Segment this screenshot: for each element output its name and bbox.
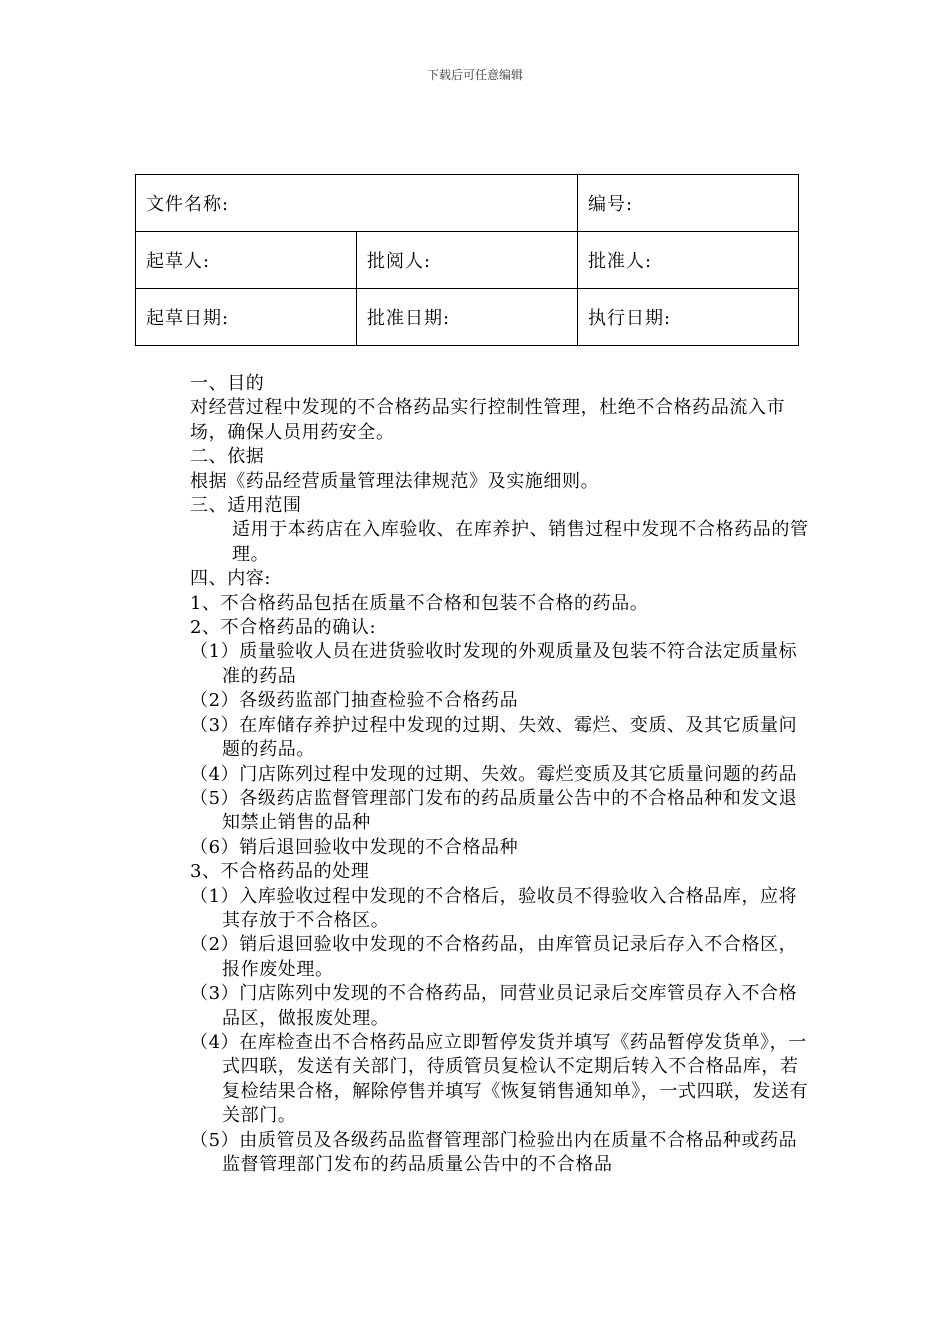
handle-item: （1）入库验收过程中发现的不合格后，验收员不得验收入合格品库，应将其存放于不合格区。	[190, 885, 798, 931]
confirm-item: （2）各级药监部门抽查检验不合格药品	[190, 690, 519, 712]
number-cell: 编号:	[578, 175, 799, 232]
point-1: 1、不合格药品包括在质量不合格和包装不合格的药品。	[190, 592, 649, 614]
draft-date-cell: 起草日期:	[136, 289, 357, 346]
reviewer-cell: 批阅人:	[357, 232, 578, 289]
info-row-1	[136, 175, 799, 232]
handle-item: （2）销后退回验收中发现的不合格药品，由库管员记录后存入不合格区，报作废处理。	[190, 934, 798, 980]
confirm-item: （5）各级药店监督管理部门发布的药品质量公告中的不合格品种和发文退知禁止销售的品种	[190, 787, 798, 834]
purpose-title: 一、目的	[190, 373, 265, 394]
drafter-cell: 起草人:	[136, 232, 357, 289]
basis-title: 二、依据	[190, 446, 265, 468]
scope-text: 适用于本药店在入库验收、在库养护、销售过程中发现不合格药品的管理。	[232, 519, 809, 565]
file-name-cell: 文件名称:	[136, 175, 578, 232]
approver-cell: 批准人:	[578, 232, 799, 289]
handle-item: （4）在库检查出不合格药品应立即暂停发货并填写《药品暂停发货单》，一式四联，发送有关部门，待质管员复检认不定期后转入不合格品库，若复检结果合格，解除停售并填写《恢复销售通知单》，一式四联，发送有关部门。	[190, 1031, 809, 1127]
approve-date-cell: 批准日期:	[357, 289, 578, 346]
document-body	[190, 372, 810, 1177]
document-info-table	[135, 174, 799, 346]
confirm-item: （1）质量验收人员在进货验收时发现的外观质量及包装不符合法定质量标准的药品	[190, 641, 798, 687]
handle-item: （5）由质管员及各级药品监督管理部门检验出内在质量不合格品种或药品监督管理部门发布的药品质量公告中的不合格品	[190, 1129, 798, 1175]
scope-title: 三、适用范围	[190, 495, 302, 517]
info-row-3	[136, 289, 799, 346]
basis-text: 根据《药品经营质量管理法律规范》及实施细则。	[190, 470, 600, 492]
confirm-item: （3）在库储存养护过程中发现的过期、失效、霉烂、变质、及其它质量问题的药品。	[190, 714, 798, 761]
content-title: 四、内容:	[190, 568, 272, 590]
confirm-item: （6）销后退回验收中发现的不合格品种	[190, 836, 519, 858]
info-row-2	[136, 232, 799, 289]
point-2: 2、不合格药品的确认:	[190, 617, 377, 639]
purpose-text: 对经营过程中发现的不合格药品实行控制性管理，杜绝不合格药品流入市场，确保人员用药安全。	[190, 397, 786, 443]
handle-item: （3）门店陈列中发现的不合格药品，同营业员记录后交库管员存入不合格品区，做报废处理。	[190, 983, 798, 1029]
exec-date-cell: 执行日期:	[578, 289, 799, 346]
point-3: 3、不合格药品的处理	[190, 861, 370, 883]
page-header-note: 下载后可任意编辑	[426, 68, 523, 82]
confirm-item: （4）门店陈列过程中发现的过期、失效。霉烂变质及其它质量问题的药品	[190, 763, 798, 785]
